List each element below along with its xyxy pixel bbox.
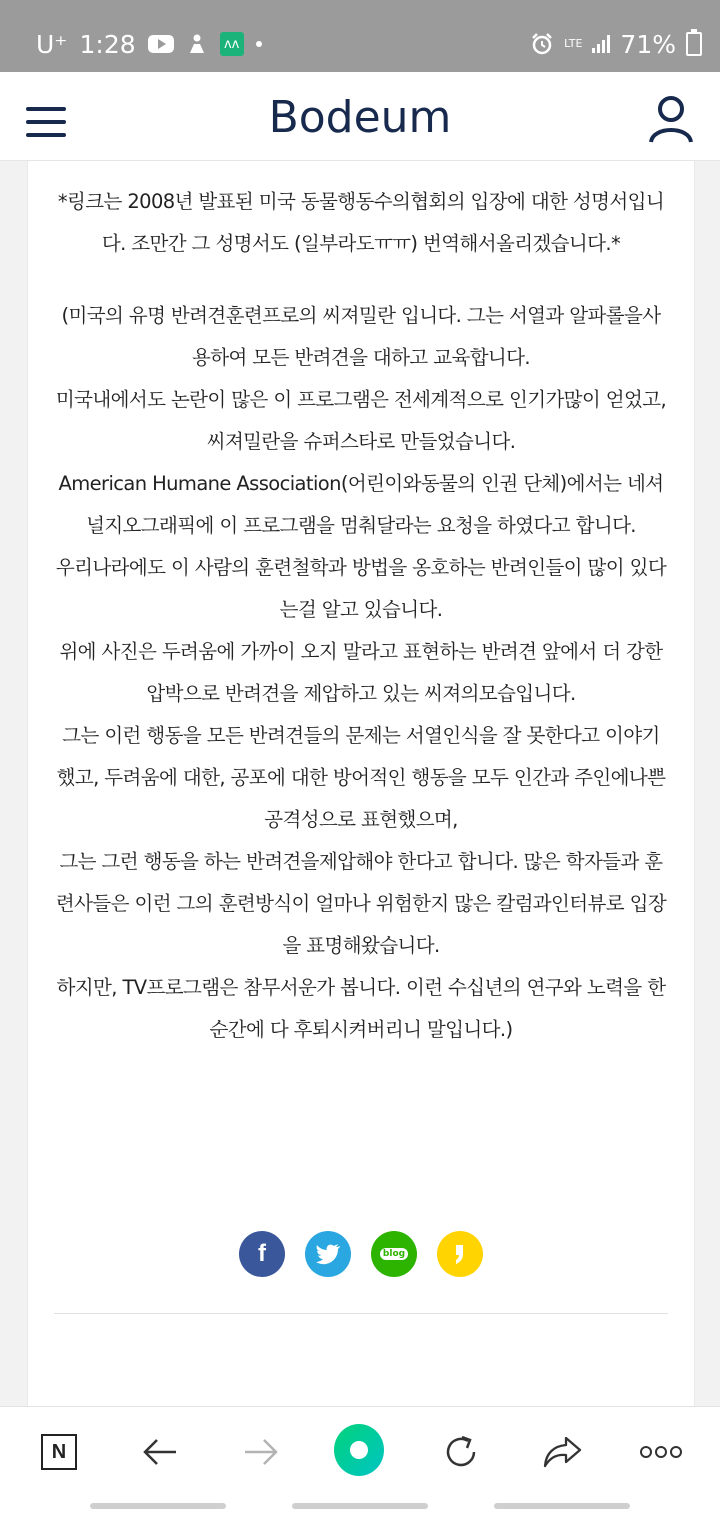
share-icon[interactable] (537, 1427, 587, 1477)
battery-percent: 71% (620, 29, 676, 59)
naver-blog-icon[interactable] (371, 1231, 417, 1277)
alarm-icon (530, 32, 554, 56)
battery-icon (686, 32, 702, 56)
blog-label: blog (380, 1248, 408, 1260)
carrier-label: U⁺ (36, 29, 68, 59)
gesture-bar-right (494, 1503, 630, 1509)
status-bar (0, 0, 720, 72)
clock: 1:28 (79, 29, 136, 59)
facebook-label: f (258, 1240, 266, 1267)
article-body (28, 181, 694, 1051)
naver-home-icon[interactable] (34, 1427, 84, 1477)
signal-icon (592, 35, 610, 53)
more-icon[interactable] (636, 1427, 686, 1477)
article-paragraph: 위에 사진은 두려움에 가까이 오지 말라고 표현하는 반려견 앞에서 더 강한 압박으로 반려견을 제압하고 있는 씨져의모습입니다. (59, 640, 663, 705)
twitter-icon[interactable] (305, 1231, 351, 1277)
share-buttons (28, 1231, 694, 1277)
naver-label: N (41, 1434, 77, 1470)
refresh-icon[interactable] (436, 1427, 486, 1477)
article-paragraph: American Humane Association(어린이와동물의 인권 단체)에서는 네셔널지오그래픽에 이 프로그램을 멈춰달라는 요청을 하였다고 합니다. (58, 472, 664, 537)
article-paragraph: 미국내에서도 논란이 많은 이 프로그램은 전세계적으로 인기가많이 얻었고, 씨져밀란을 슈퍼스타로 만들었습니다. (55, 388, 667, 453)
article-paragraph: 그는 이런 행동을 모든 반려견들의 문제는 서열인식을 잘 못한다고 이야기했고, 두려움에 대한, 공포에 대한 방어적인 행동을 모두 인간과 주인에나쁜 공격성으로 표현했으며, (56, 724, 666, 831)
article-paragraph: 우리나라에도 이 사람의 훈련철학과 방법을 옹호하는 반려인들이 많이 있다는걸 알고 있습니다. (55, 556, 667, 621)
browser-toolbar (0, 1406, 720, 1521)
user-icon[interactable] (648, 94, 694, 144)
article-card (27, 161, 695, 1406)
forward-arrow-icon[interactable] (236, 1427, 286, 1477)
lte-indicator: LTE (564, 37, 583, 50)
site-logo[interactable]: Bodeum (268, 92, 452, 143)
facebook-icon[interactable] (239, 1231, 285, 1277)
content-divider (54, 1313, 668, 1314)
gesture-bar-left (90, 1503, 226, 1509)
site-header (0, 72, 720, 161)
back-arrow-icon[interactable] (135, 1427, 185, 1477)
youtube-icon (148, 35, 174, 53)
article-paragraph: 그는 그런 행동을 하는 반려견을제압해야 한다고 합니다. 많은 학자들과 훈련사들은 이런 그의 훈련방식이 얼마나 위험한지 많은 칼럼과인터뷰로 입장을 표명해왔습니다. (55, 850, 667, 957)
green-dot-icon[interactable] (334, 1425, 384, 1475)
app-notification-icon: ʌʌ (220, 32, 244, 56)
article-paragraph: 하지만, TV프로그램은 참무서운가 봅니다. 이런 수십년의 연구와 노력을 한 순간에 다 후퇴시켜버리니 말입니다.) (56, 976, 666, 1041)
more-notifications-icon (256, 41, 262, 47)
gesture-bar-center (292, 1503, 428, 1509)
person-notification-icon (186, 33, 208, 55)
kakaostory-icon[interactable] (437, 1231, 483, 1277)
article-paragraph: (미국의 유명 반려견훈련프로의 씨져밀란 입니다. 그는 서열과 알파롤을사용하여 모든 반려견을 대하고 교육합니다. (61, 304, 661, 369)
article-paragraph: *링크는 2008년 발표된 미국 동물행동수의협회의 입장에 대한 성명서입니다. 조만간 그 성명서도 (일부라도ㅠㅠ) 번역해서올리겠습니다.* (57, 190, 665, 255)
